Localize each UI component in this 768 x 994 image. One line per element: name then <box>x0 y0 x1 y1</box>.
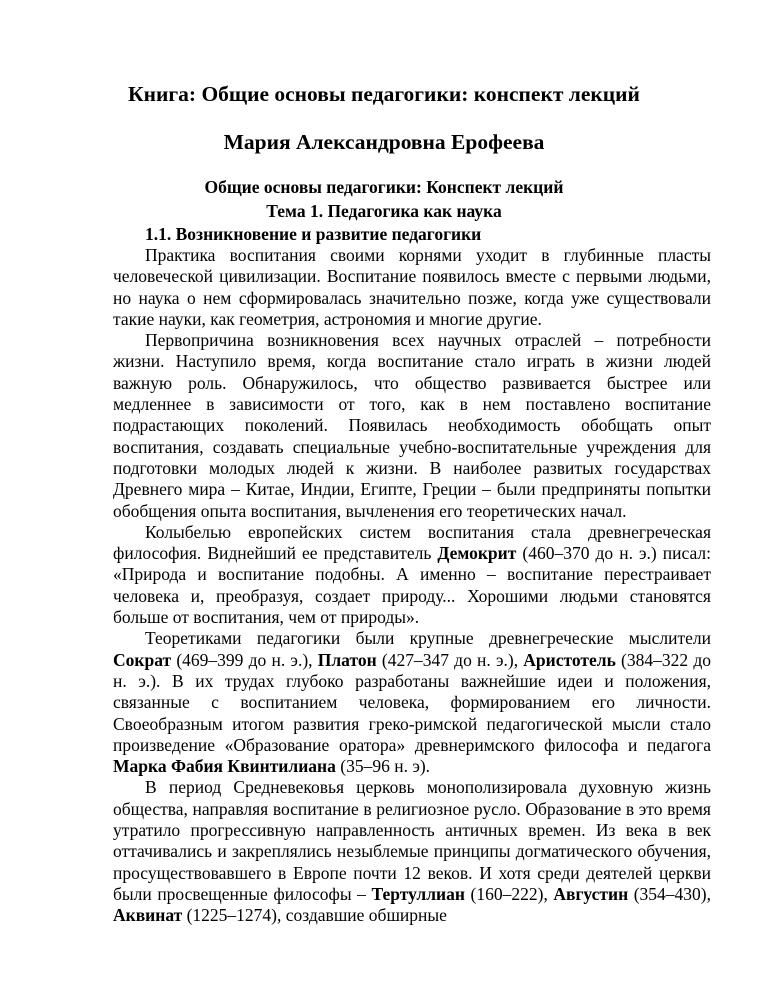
topic-heading: Тема 1. Педагогика как наука <box>266 201 502 221</box>
person-name: Демокрит <box>437 543 517 564</box>
paragraph-5 <box>113 777 711 926</box>
text-run: (35–96 н. э). <box>335 756 431 777</box>
book-title: Книга: Общие основы педагогики: конспект лекций <box>128 82 640 106</box>
person-name: Сократ <box>113 649 172 670</box>
text-run: (427–347 до н. э.), <box>376 649 524 670</box>
person-name: Марка Фабия Квинтилиана <box>113 756 336 777</box>
text-run: (384–322 до н. э.). В их трудах глубоко разработаны важнейшие идеи и положения, связанные с воспитанием человека, формированием его личности. Своеобразным итогом развития греко-римской педагогической мысли стало произведение «Образование оратора» древнеримского философа и педагога <box>113 649 711 755</box>
person-name: Аристотель <box>523 649 616 670</box>
author-name: Мария Александровна Ерофеева <box>223 130 545 154</box>
paragraph-1: Практика воспитания своими корнями уходит в глубинные пласты человеческой цивилизации. Воспитание появилось вместе с первыми людьми, но наука о нем сформировалась значительно позже, когда уже существовали такие науки, как геометрия, астрономия и многие другие. <box>113 245 711 329</box>
paragraph-3 <box>113 522 711 628</box>
paragraph-2: Первопричина возникновения всех научных отраслей – потребности жизни. Наступило время, когда воспитание стало играть в жизни людей важную роль. Обнаружилось, что общество развивается быстрее или медленнее в зависимости от того, как в нем поставлено воспитание подрастающих поколений. Появилась необходимость обобщать опыт воспитания, создавать специальные учебно-воспитательные учреждения для подготовки молодых людей к жизни. В наиболее развитых государствах Древнего мира – Китае, Индии, Египте, Греции – были предприняты попытки обобщения опыта воспитания, вычленения его теоретических начал. <box>113 330 711 521</box>
text-run: Колыбелью европейских систем воспитания стала древнегреческая философия. Виднейший ее представитель <box>113 521 711 564</box>
person-name: Августин <box>553 883 629 904</box>
text-run: (460–370 до н. э.) писал: «Природа и воспитание подобны. А именно – воспитание перестраивает человека и, преобразуя, создает природу... Хорошими людьми становятся больше от воспитания, чем от природы». <box>113 543 711 628</box>
person-name: Тертуллиан <box>371 883 465 904</box>
paragraph-4 <box>113 628 711 777</box>
main-heading: Общие основы педагогики: Конспект лекций <box>204 177 564 197</box>
text-run: Теоретиками педагогики были крупные древнегреческие мыслители <box>145 628 711 649</box>
person-name: Платон <box>317 649 377 670</box>
text-run: (354–430), <box>628 883 712 904</box>
person-name: Аквинат <box>113 905 183 926</box>
text-run: (469–399 до н. э.), <box>171 649 318 670</box>
text-run: (160–222), <box>464 883 554 904</box>
body-text <box>113 245 711 927</box>
section-heading: 1.1. Возникновение и развитие педагогики <box>145 224 482 244</box>
text-run: В период Средневековья церковь монополизировала духовную жизнь общества, направляя воспитание в религиозное русло. Образование в это время утратило прогрессивную направленность античных времен. Из века в век оттачивались и закреплялись незыблемые принципы догматического обучения, просуществовавшего в Европе почти 12 веков. И хотя среди деятелей церкви были просвещенные философы – <box>113 777 711 904</box>
text-run: (1225–1274), создавшие обширные <box>182 905 447 926</box>
